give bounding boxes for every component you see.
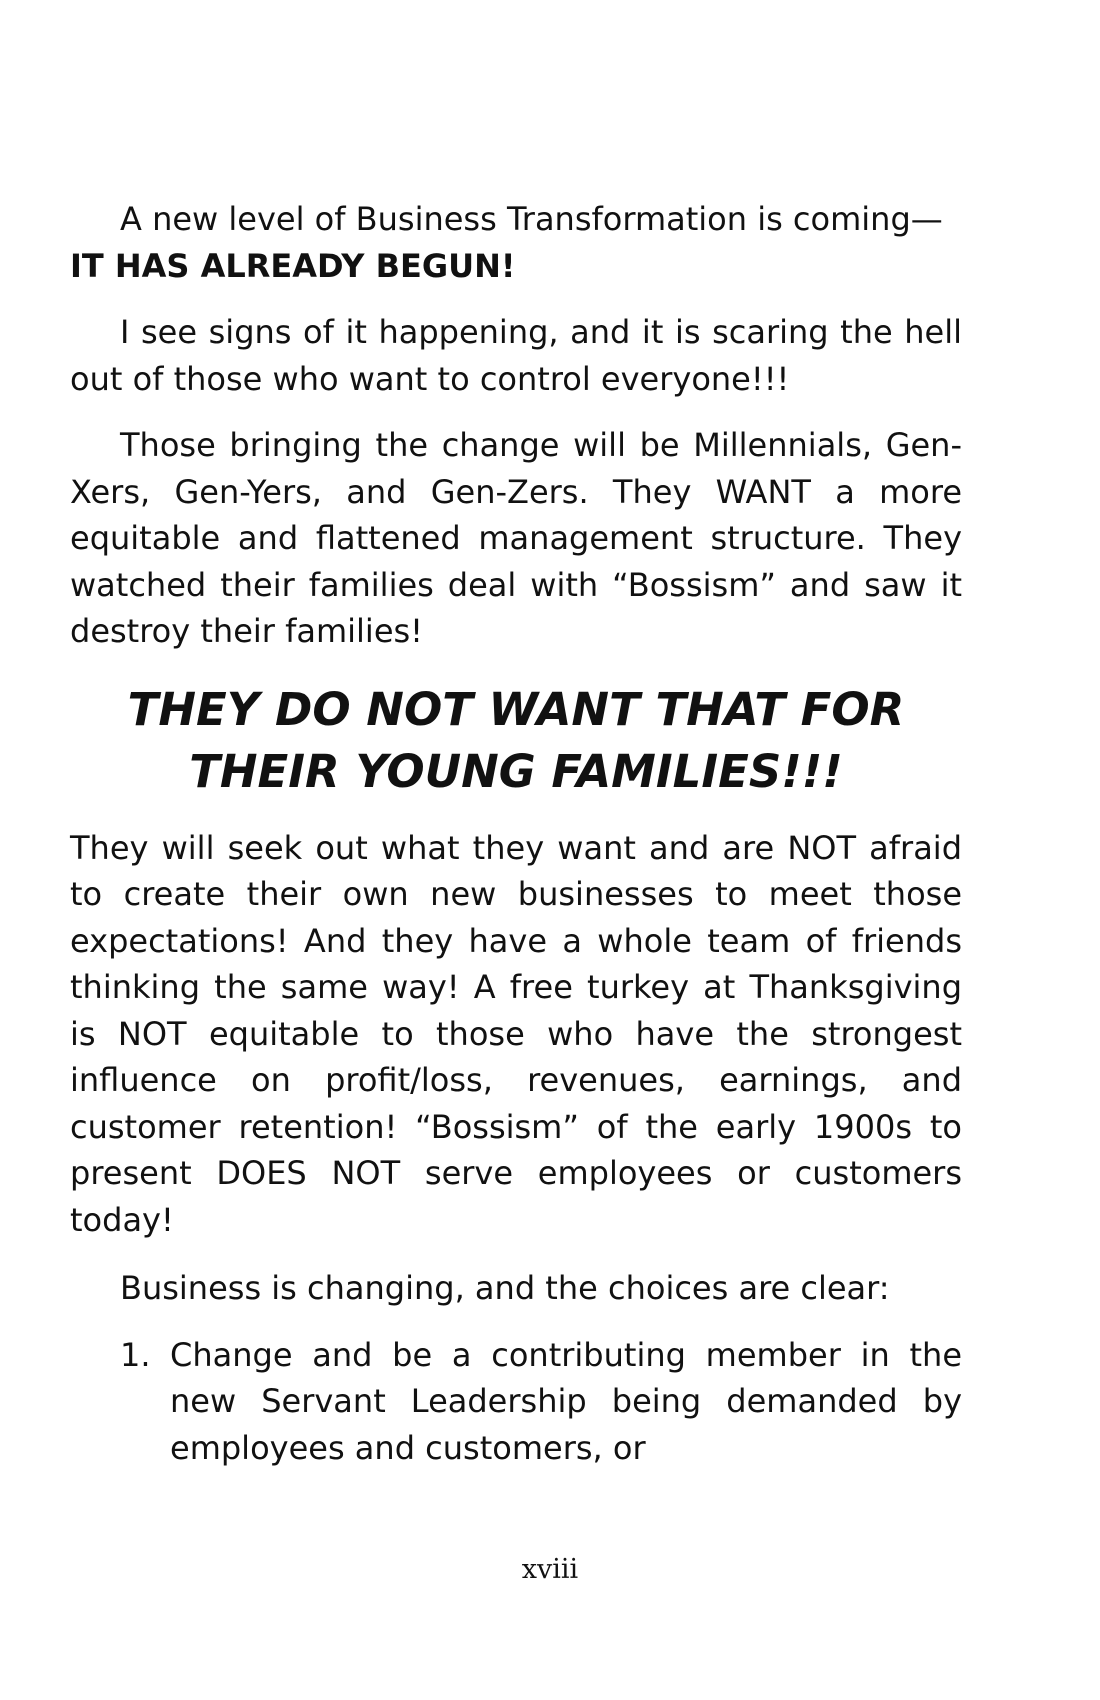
headline-line-2: THEIR YOUNG FAMILIES!!!: [189, 744, 843, 798]
page-body: [70, 196, 962, 1471]
business-paragraph: Business is changing, and the choices are clear:: [120, 1269, 890, 1307]
list-item-text: Change and be a contributing member in the new Servant Leadership being demanded by employees and customers, or: [170, 1335, 962, 1467]
generations-paragraph: Those bringing the change will be Millennials, Gen-Xers, Gen-Yers, and Gen-Zers. They WANT a more equitable and flattened management structure. They watched their families deal with “Bossism” and saw it destroy their families!: [70, 426, 962, 650]
headline: [70, 679, 962, 803]
signs-paragraph: I see signs of it happening, and it is scaring the hell out of those who want to control everyone!!!: [70, 313, 962, 398]
list-item-marker: 1.: [120, 1335, 151, 1374]
headline-line-1: THEY DO NOT WANT THAT FOR: [127, 682, 905, 736]
list-item: [70, 1332, 962, 1472]
page-number: xviii: [521, 1554, 579, 1585]
seek-paragraph: They will seek out what they want and are NOT afraid to create their own new businesses to meet those expectations! And they have a whole team of friends thinking the same way! A free turkey at Thanksgiving is NOT equitable to those who have the strongest influence on profit/loss, revenues, earnings, and customer retention! “Bossism” of the early 1900s to present DOES NOT serve employees or customers today!: [70, 828, 962, 1239]
choices-list: [70, 1332, 962, 1472]
intro-emphasis: IT HAS ALREADY BEGUN!: [70, 246, 516, 285]
intro-paragraph: [70, 196, 962, 289]
intro-line: A new level of Business Transformation is coming—: [120, 200, 943, 238]
